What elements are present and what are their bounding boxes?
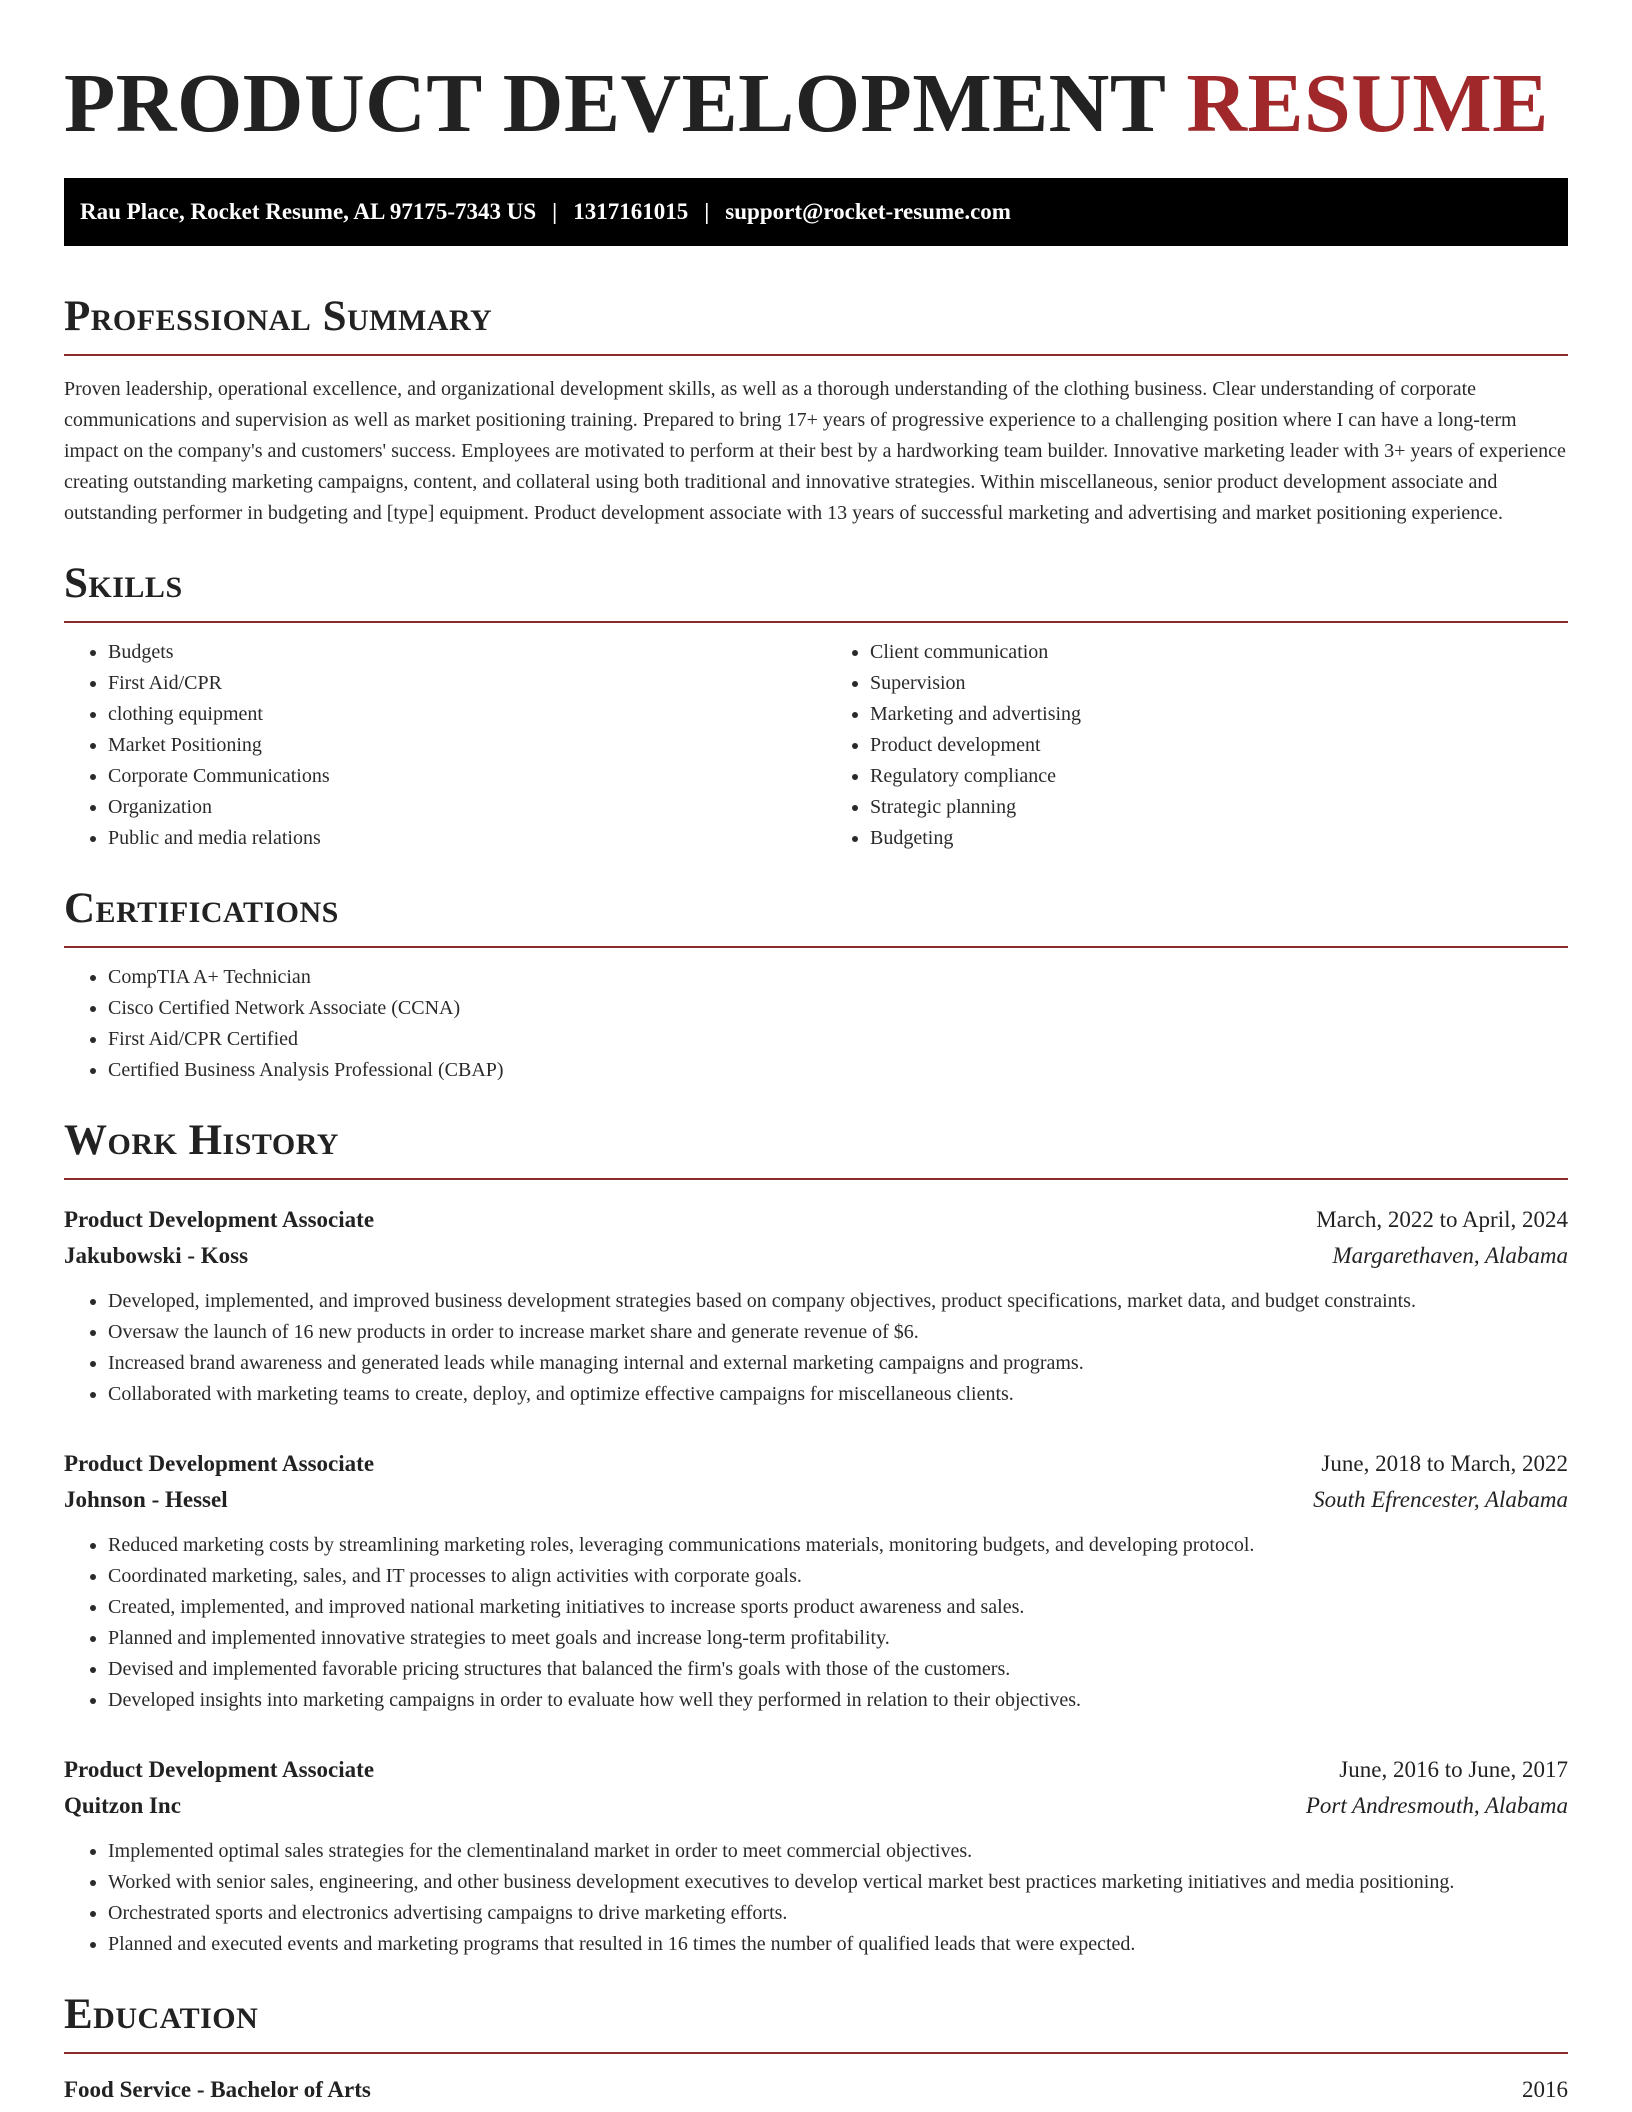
- job-bullets: [64, 1530, 1568, 1716]
- job-bullet: • Created, implemented, and improved national marketing initiatives to increase sports product awareness and sales.: [108, 1592, 1568, 1623]
- contact-address: Rau Place, Rocket Resume, AL 97175-7343 US: [80, 199, 537, 224]
- job-header: [64, 1752, 1568, 1788]
- education-entry: [64, 2072, 1568, 2108]
- job-bullet: • Reduced marketing costs by streamlining marketing roles, leveraging communications materials, monitoring budgets, and developing protocol.: [108, 1530, 1568, 1561]
- contact-separator: |: [704, 199, 710, 224]
- certification-item: • First Aid/CPR Certified: [108, 1024, 1568, 1055]
- education-section: [64, 1990, 1568, 2108]
- skill-item: • Product development: [870, 730, 1568, 761]
- contact-separator: |: [552, 199, 558, 224]
- job-subheader: [64, 1788, 1568, 1824]
- skill-item: • Market Positioning: [108, 730, 816, 761]
- job-bullets: [64, 1836, 1568, 1960]
- certifications-list: [64, 962, 1568, 1086]
- job-dates: June, 2016 to June, 2017: [1339, 1757, 1568, 1782]
- job-location: South Efrencester, Alabama: [1313, 1487, 1568, 1512]
- work-history-heading: Work History: [64, 1117, 339, 1164]
- section-divider: [64, 354, 1568, 356]
- section-divider: [64, 1178, 1568, 1180]
- certification-item: • Certified Business Analysis Professional (CBAP): [108, 1055, 1568, 1086]
- job-bullet: • Implemented optimal sales strategies for the clementinaland market in order to meet commercial objectives.: [108, 1836, 1568, 1867]
- skill-item: • Public and media relations: [108, 823, 816, 854]
- job-bullet: • Worked with senior sales, engineering, and other business development executives to develop vertical market best practices marketing initiatives and media positioning.: [108, 1867, 1568, 1898]
- skill-item: • Organization: [108, 792, 816, 823]
- job-location: Port Andresmouth, Alabama: [1305, 1793, 1568, 1818]
- job-bullet: • Increased brand awareness and generated leads while managing internal and external marketing campaigns and programs.: [108, 1348, 1568, 1379]
- job-bullet: • Developed, implemented, and improved business development strategies based on company objectives, product specifications, market data, and budget constraints.: [108, 1286, 1568, 1317]
- job-role: Product Development Associate: [64, 1757, 375, 1782]
- skill-item: • First Aid/CPR: [108, 668, 816, 699]
- job-bullet: • Collaborated with marketing teams to create, deploy, and optimize effective campaigns for miscellaneous clients.: [108, 1379, 1568, 1410]
- skill-item: • Corporate Communications: [108, 761, 816, 792]
- section-divider: [64, 946, 1568, 948]
- job-entry: [64, 1446, 1568, 1716]
- job-bullet: • Developed insights into marketing campaigns in order to evaluate how well they performed in relation to their objectives.: [108, 1685, 1568, 1716]
- skill-item: • Marketing and advertising: [870, 699, 1568, 730]
- title-main: PRODUCT DEVELOPMENT: [64, 57, 1165, 150]
- certification-item: • CompTIA A+ Technician: [108, 962, 1568, 993]
- job-entry: [64, 1202, 1568, 1410]
- work-history-section: [64, 1116, 1568, 1960]
- job-header: [64, 1202, 1568, 1238]
- job-company: Quitzon Inc: [64, 1793, 181, 1818]
- education-heading: Education: [64, 1991, 259, 2038]
- summary-text: Proven leadership, operational excellence, and organizational development skills, as well as a thorough understanding of the clothing business. Clear understanding of corporate communications and supervision as well as market positioning training. Prepared to bring 17+ years of progressive experience to a challenging position where I can have a long-term impact on the company's and customers' success. Employees are motivated to perform at their best by a hardworking team builder. Innovative marketing leader with 3+ years of experience creating outstanding marketing campaigns, content, and collateral using both traditional and innovative strategies. Within miscellaneous, senior product development associate and outstanding performer in budgeting and [type] equipment. Product development associate with 13 years of successful marketing and advertising and market positioning experience.: [64, 378, 1566, 524]
- resume-title: [64, 0, 1568, 152]
- job-bullet: • Devised and implemented favorable pricing structures that balanced the firm's goals with those of the customers.: [108, 1654, 1568, 1685]
- job-dates: June, 2018 to March, 2022: [1321, 1451, 1568, 1476]
- skills-section: [64, 559, 1568, 854]
- certification-item: • Cisco Certified Network Associate (CCNA): [108, 993, 1568, 1024]
- education-degree: Food Service - Bachelor of Arts: [64, 2077, 371, 2102]
- job-entry: [64, 1752, 1568, 1960]
- job-header: [64, 1446, 1568, 1482]
- title-accent: RESUME: [1186, 57, 1549, 150]
- job-bullet: • Oversaw the launch of 16 new products in order to increase market share and generate revenue of $6.: [108, 1317, 1568, 1348]
- job-company: Jakubowski - Koss: [64, 1243, 249, 1268]
- skills-list-left: [64, 637, 816, 854]
- skills-list-right: [816, 637, 1568, 854]
- job-subheader: [64, 1238, 1568, 1274]
- job-bullet: • Planned and implemented innovative strategies to meet goals and increase long-term profitability.: [108, 1623, 1568, 1654]
- job-bullet: • Orchestrated sports and electronics advertising campaigns to drive marketing efforts.: [108, 1898, 1568, 1929]
- skills-grid: [64, 623, 1568, 854]
- section-divider: [64, 2052, 1568, 2054]
- summary-section: [64, 292, 1568, 529]
- skill-item: • Supervision: [870, 668, 1568, 699]
- job-role: Product Development Associate: [64, 1451, 375, 1476]
- job-role: Product Development Associate: [64, 1207, 375, 1232]
- contact-bar: [64, 178, 1568, 246]
- skill-item: • Client communication: [870, 637, 1568, 668]
- job-bullets: [64, 1286, 1568, 1410]
- job-location: Margarethaven, Alabama: [1332, 1243, 1568, 1268]
- job-subheader: [64, 1482, 1568, 1518]
- skill-item: • Budgeting: [870, 823, 1568, 854]
- skills-heading: Skills: [64, 560, 183, 607]
- job-company: Johnson - Hessel: [64, 1487, 228, 1512]
- certifications-section: [64, 884, 1568, 1086]
- skill-item: • clothing equipment: [108, 699, 816, 730]
- job-bullet: • Planned and executed events and marketing programs that resulted in 16 times the number of qualified leads that were expected.: [108, 1929, 1568, 1960]
- job-bullet: • Coordinated marketing, sales, and IT processes to align activities with corporate goals.: [108, 1561, 1568, 1592]
- contact-email: support@rocket-resume.com: [725, 199, 1011, 224]
- contact-phone: 1317161015: [573, 199, 689, 224]
- summary-heading: Professional Summary: [64, 293, 493, 340]
- skill-item: • Budgets: [108, 637, 816, 668]
- skill-item: • Strategic planning: [870, 792, 1568, 823]
- education-year: 2016: [1522, 2077, 1568, 2102]
- certifications-heading: Certifications: [64, 885, 339, 932]
- job-dates: March, 2022 to April, 2024: [1316, 1207, 1568, 1232]
- skill-item: • Regulatory compliance: [870, 761, 1568, 792]
